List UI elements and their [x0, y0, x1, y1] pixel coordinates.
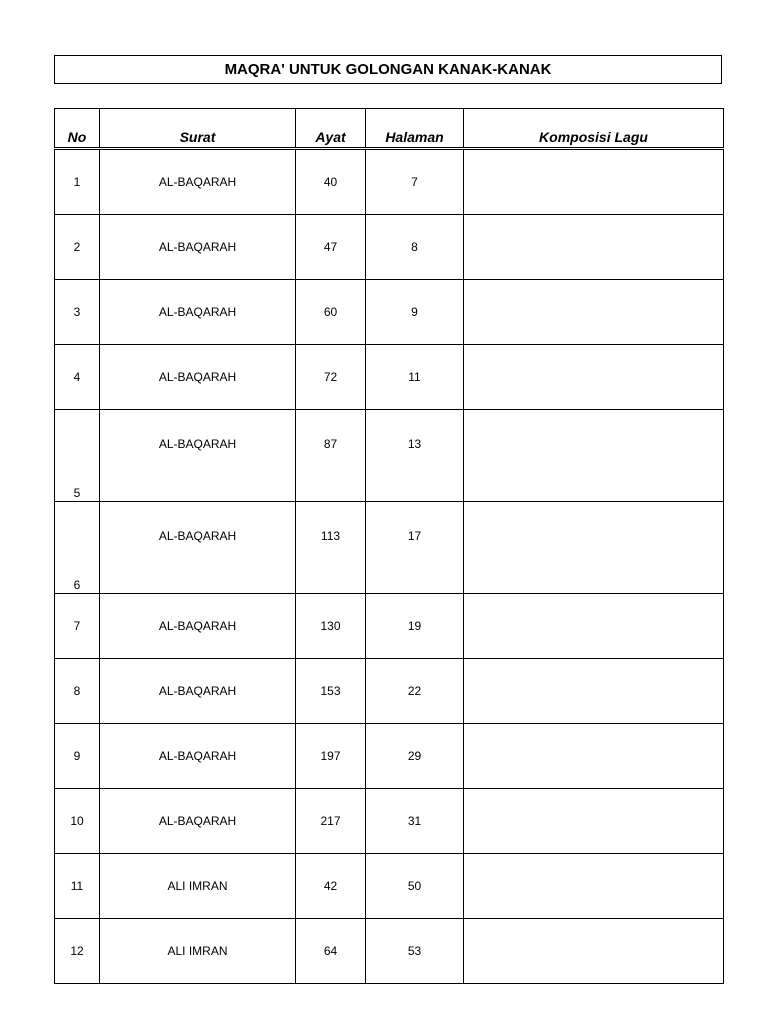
cell-komposisi-lagu: [464, 345, 724, 410]
header-halaman: Halaman: [366, 109, 464, 149]
header-no: No: [55, 109, 100, 149]
cell-halaman: 11: [366, 345, 464, 410]
cell-halaman: 13: [366, 410, 464, 502]
table-row: [55, 280, 724, 345]
table-row: [55, 854, 724, 919]
cell-komposisi-lagu: [464, 854, 724, 919]
cell-komposisi-lagu: [464, 724, 724, 789]
header-surat: Surat: [100, 109, 296, 149]
header-komposisi-lagu: Komposisi Lagu: [464, 109, 724, 149]
cell-no: 10: [55, 789, 100, 854]
cell-no: 7: [55, 594, 100, 659]
table-header-row: [55, 109, 724, 149]
cell-surat: AL-BAQARAH: [100, 149, 296, 215]
cell-no: 1: [55, 149, 100, 215]
cell-halaman: 22: [366, 659, 464, 724]
cell-halaman: 7: [366, 149, 464, 215]
cell-no: 8: [55, 659, 100, 724]
cell-halaman: 19: [366, 594, 464, 659]
cell-no: 3: [55, 280, 100, 345]
cell-halaman: 31: [366, 789, 464, 854]
cell-halaman: 50: [366, 854, 464, 919]
table-row: [55, 789, 724, 854]
cell-halaman: 17: [366, 502, 464, 594]
cell-no: 12: [55, 919, 100, 984]
cell-surat: AL-BAQARAH: [100, 345, 296, 410]
cell-no: 11: [55, 854, 100, 919]
cell-komposisi-lagu: [464, 919, 724, 984]
cell-komposisi-lagu: [464, 149, 724, 215]
cell-halaman: 29: [366, 724, 464, 789]
cell-surat: AL-BAQARAH: [100, 502, 296, 594]
table-row: [55, 149, 724, 215]
cell-komposisi-lagu: [464, 410, 724, 502]
cell-halaman: 53: [366, 919, 464, 984]
cell-surat: AL-BAQARAH: [100, 215, 296, 280]
cell-surat: AL-BAQARAH: [100, 280, 296, 345]
cell-ayat: 130: [296, 594, 366, 659]
cell-komposisi-lagu: [464, 215, 724, 280]
cell-halaman: 9: [366, 280, 464, 345]
cell-surat: AL-BAQARAH: [100, 594, 296, 659]
table-row: [55, 502, 724, 594]
cell-no: 9: [55, 724, 100, 789]
cell-ayat: 113: [296, 502, 366, 594]
cell-no: 6: [55, 502, 100, 594]
cell-surat: AL-BAQARAH: [100, 789, 296, 854]
cell-ayat: 217: [296, 789, 366, 854]
cell-ayat: 197: [296, 724, 366, 789]
cell-surat: AL-BAQARAH: [100, 659, 296, 724]
maqra-table: [54, 108, 724, 984]
cell-komposisi-lagu: [464, 659, 724, 724]
cell-komposisi-lagu: [464, 594, 724, 659]
cell-surat: AL-BAQARAH: [100, 724, 296, 789]
cell-ayat: 60: [296, 280, 366, 345]
cell-komposisi-lagu: [464, 502, 724, 594]
page-title: MAQRA' UNTUK GOLONGAN KANAK-KANAK: [54, 55, 722, 84]
cell-ayat: 47: [296, 215, 366, 280]
cell-ayat: 72: [296, 345, 366, 410]
table-row: [55, 410, 724, 502]
cell-no: 5: [55, 410, 100, 502]
table-row: [55, 345, 724, 410]
table-row: [55, 659, 724, 724]
cell-surat: ALI IMRAN: [100, 854, 296, 919]
table-row: [55, 724, 724, 789]
cell-no: 2: [55, 215, 100, 280]
cell-ayat: 40: [296, 149, 366, 215]
cell-surat: AL-BAQARAH: [100, 410, 296, 502]
cell-halaman: 8: [366, 215, 464, 280]
table-row: [55, 215, 724, 280]
cell-ayat: 153: [296, 659, 366, 724]
table-row: [55, 919, 724, 984]
table-row: [55, 594, 724, 659]
cell-komposisi-lagu: [464, 280, 724, 345]
cell-no: 4: [55, 345, 100, 410]
cell-komposisi-lagu: [464, 789, 724, 854]
cell-surat: ALI IMRAN: [100, 919, 296, 984]
header-ayat: Ayat: [296, 109, 366, 149]
cell-ayat: 42: [296, 854, 366, 919]
cell-ayat: 87: [296, 410, 366, 502]
cell-ayat: 64: [296, 919, 366, 984]
